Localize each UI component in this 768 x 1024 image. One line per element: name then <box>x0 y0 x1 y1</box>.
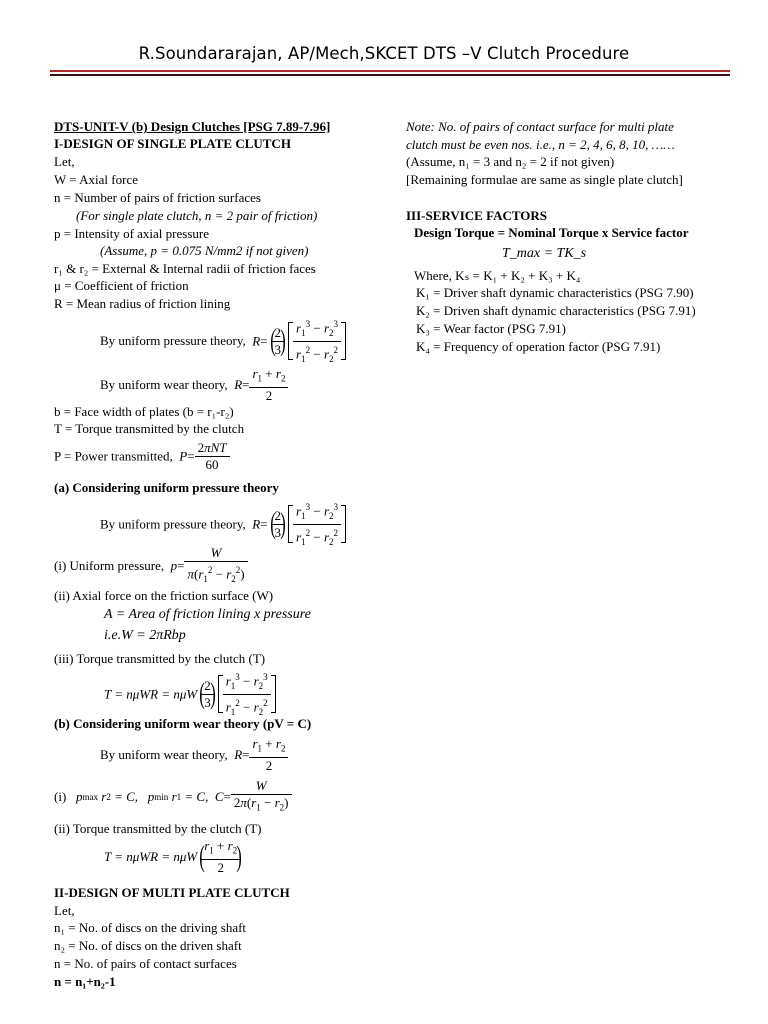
eq-uniform-pressure: (i) Uniform pressure, p= $\frac{W}{\pi(r_1^2 - r_2^2)}$ <box>54 545 248 587</box>
note-line-2: clutch must be even nos. i.e., n = 2, 4, 6, 8, 10, …… <box>406 137 675 152</box>
eq-torque-uniform-pressure: T = nμWR = nμW( $\frac{2}{3}$ ) $\frac{r_1^3 - r_2^3}{r_1^2 - r_2^2}$ <box>104 669 276 720</box>
axial-force-label: (ii) Axial force on the friction surface (W) <box>54 588 274 603</box>
face-width-def: b = Face width of plates (b = r₁-r₂) <box>54 404 234 419</box>
radii-def: r₁ & r₂ = External & Internal radii of friction faces <box>54 261 316 276</box>
subsection-uniform-wear: (b) Considering uniform wear theory (pV = C) <box>54 716 312 731</box>
axial-force-eq2: i.e.W = 2πRbp <box>104 628 186 643</box>
axial-force-eq1: A = Area of friction lining x pressure <box>104 607 311 622</box>
k4-def: K₄ = Frequency of operation factor (PSG 7.91) <box>416 339 661 354</box>
header-rule-red <box>50 70 730 72</box>
design-torque-line: Design Torque = Nominal Torque x Service factor <box>414 225 689 240</box>
mu-def: μ = Coefficient of friction <box>54 278 189 293</box>
eq-label: By uniform wear theory, <box>100 746 228 762</box>
torque-def: T = Torque transmitted by the clutch <box>54 421 245 436</box>
k1-def: K₁ = Driver shaft dynamic characteristics (PSG 7.90) <box>416 285 694 300</box>
let-label-2: Let, <box>54 903 75 918</box>
note-line-1: Note: No. of pairs of contact surface for multi plate <box>406 119 674 134</box>
assume-line: (Assume, n₁ = 3 and n₂ = 2 if not given) <box>406 154 615 169</box>
pairs-note: (For single plate clutch, n = 2 pair of friction) <box>76 208 318 223</box>
eq-label: (i) <box>54 788 67 804</box>
eq-label: (i) Uniform pressure, <box>54 557 165 573</box>
pressure-def: p = Intensity of axial pressure <box>54 226 209 241</box>
section-title-multi-plate: II-DESIGN OF MULTI PLATE CLUTCH <box>54 885 290 900</box>
eq-torque-uniform-wear: T = nμWR = nμW( $\frac{r_1 + r_2}{2}$ ) <box>104 838 242 875</box>
eq-power: P = Power transmitted, P= $\frac{\text{2πNT}}{60}$ <box>54 440 230 473</box>
n-equation: n = n₁+n₂-1 <box>54 974 116 989</box>
k3-def: K₃ = Wear factor (PSG 7.91) <box>416 321 566 336</box>
tmax-equation: T_max = TK_s <box>502 246 587 261</box>
eq-label: P = Power transmitted, <box>54 448 173 464</box>
npairs-def: n = No. of pairs of contact surfaces <box>54 956 237 971</box>
eq-uniform-pressure-radius-2: By uniform pressure theory, R=( $\frac{2}{3}$ ) $\frac{r_1^3 - r_2^3}{r_1^2 - r_2^2}$ <box>100 499 346 550</box>
section-title-single-plate: I-DESIGN OF SINGLE PLATE CLUTCH <box>54 136 291 151</box>
eq-uniform-wear-radius-2: By uniform wear theory, R= $\frac{r_1 + r_2}{2}$ <box>100 736 288 774</box>
pairs-def: n = Number of pairs of friction surfaces <box>54 190 261 205</box>
eq-wear-constant: (i) pmax r2 = C, pmin r1 = C, C= $\frac{W}{2\pi(r_1 - r_2)}$ <box>54 778 292 816</box>
ks-where: Where, Kₛ = K₁ + K₂ + K₃ + K₄ <box>414 268 581 283</box>
subsection-uniform-pressure: (a) Considering uniform pressure theory <box>54 480 279 495</box>
eq-label: By uniform pressure theory, <box>100 333 246 349</box>
pressure-note: (Assume, p = 0.075 N/mm2 if not given) <box>100 243 309 258</box>
mean-radius-def: R = Mean radius of friction lining <box>54 296 231 311</box>
n1-def: n₁ = No. of discs on the driving shaft <box>54 920 247 935</box>
eq-uniform-wear-radius: By uniform wear theory, R= $\frac{r_1 + r_2}{2}$ <box>100 366 288 404</box>
eq-label: By uniform pressure theory, <box>100 516 246 532</box>
let-label: Let, <box>54 154 75 169</box>
torque-label-2: (ii) Torque transmitted by the clutch (T) <box>54 821 262 836</box>
remaining-line: [Remaining formulae are same as single plate clutch] <box>406 172 683 187</box>
page-header: R.Soundararajan, AP/Mech,SKCET DTS –V Clutch Procedure <box>138 44 630 63</box>
axial-force-def: W = Axial force <box>54 172 138 187</box>
header-rule-dark <box>50 74 730 76</box>
torque-label: (iii) Torque transmitted by the clutch (T) <box>54 651 266 666</box>
unit-title: DTS-UNIT-V (b) Design Clutches [PSG 7.89-7.96] <box>54 119 331 134</box>
k2-def: K₂ = Driven shaft dynamic characteristics (PSG 7.91) <box>416 303 696 318</box>
n2-def: n₂ = No. of discs on the driven shaft <box>54 938 242 953</box>
eq-label: By uniform wear theory, <box>100 376 228 392</box>
section-title-service-factors: III-SERVICE FACTORS <box>406 208 548 223</box>
eq-uniform-pressure-radius: By uniform pressure theory, R=( $\frac{2}{3}$ ) $\frac{r_1^3 - r_2^3}{r_1^2 - r_2^2}$ <box>100 316 346 367</box>
